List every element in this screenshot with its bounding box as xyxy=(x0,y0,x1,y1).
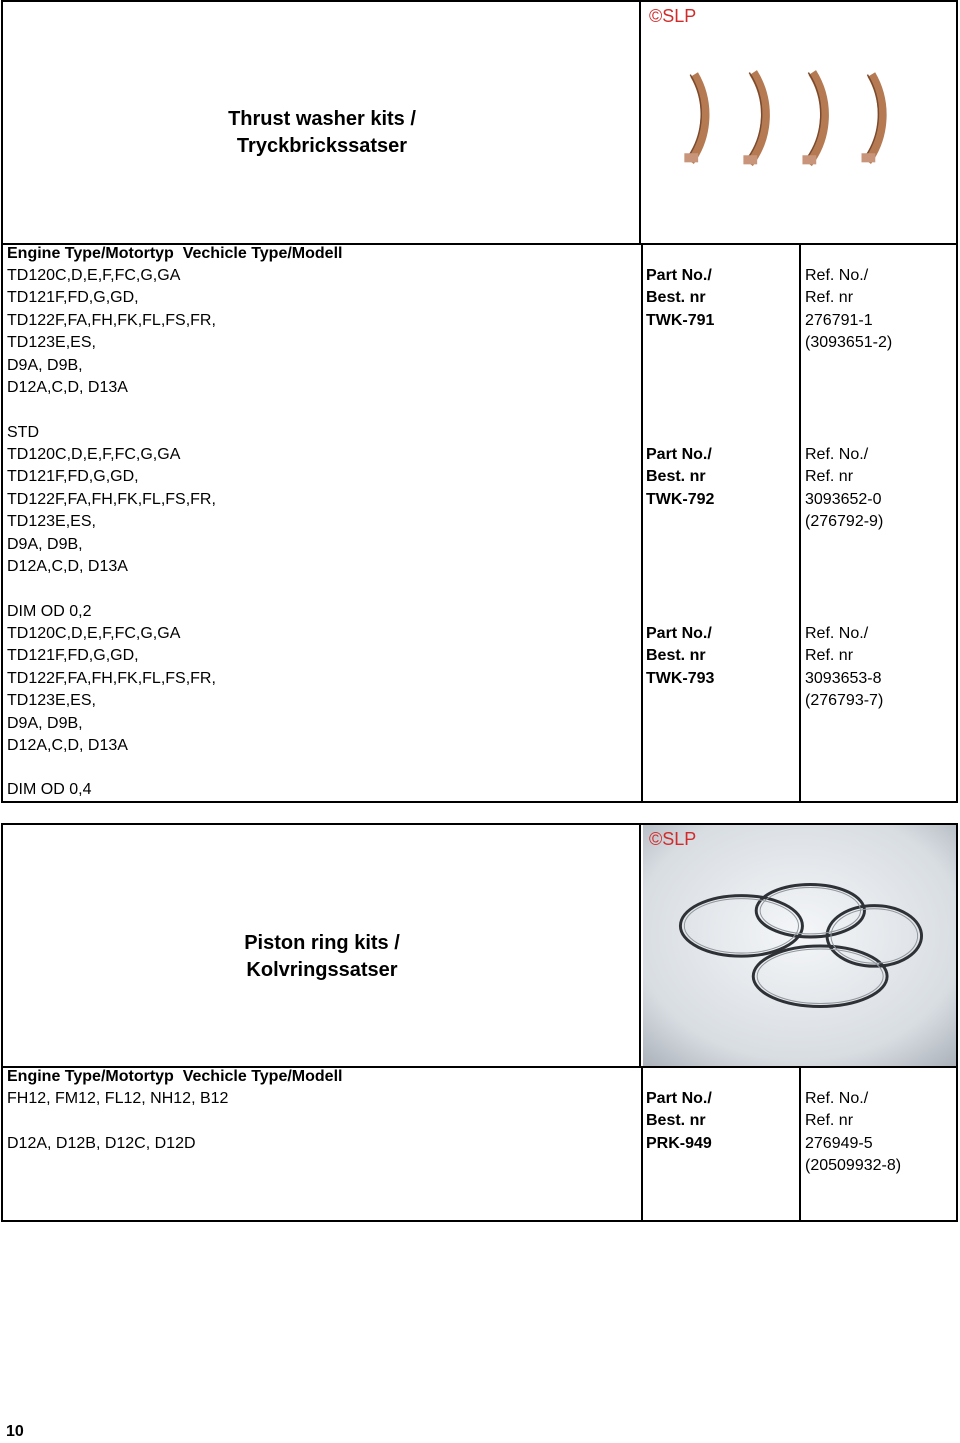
piston-ring-section xyxy=(1,823,958,1222)
ref-label: Ref. No./ xyxy=(805,625,869,642)
ref-number-alt: (3093651-2) xyxy=(805,334,893,352)
column-header: Engine Type/Motortyp Vechicle Type/Modell xyxy=(7,245,343,262)
engine-type: D12A,C,D, D13A xyxy=(7,558,128,576)
engine-type: TD121F,FD,G,GD, xyxy=(7,647,139,665)
copyright-mark: ©SLP xyxy=(649,829,697,849)
engine-type: FH12, FM12, FL12, NH12, B12 xyxy=(7,1090,229,1107)
part-number-cell xyxy=(646,265,714,332)
engine-list xyxy=(7,444,216,578)
engine-type: TD120C,D,E,F,FC,G,GA xyxy=(7,625,181,642)
ref-label: Ref. nr xyxy=(805,289,854,307)
page-number: 10 xyxy=(6,1423,24,1440)
thrust-washer-image xyxy=(643,2,956,243)
section-title-line2: Kolvringssatser xyxy=(246,959,398,981)
part-label: Part No./ xyxy=(646,625,712,642)
ref-number-alt: (20509932-8) xyxy=(805,1157,902,1175)
section-title-line1: Piston ring kits / xyxy=(244,932,400,954)
engine-type: D9A, D9B, xyxy=(7,714,83,732)
divider xyxy=(641,1066,643,1220)
engine-type: D9A, D9B, xyxy=(7,356,83,374)
ref-label: Ref. nr xyxy=(805,1112,854,1130)
engine-type: TD122F,FA,FH,FK,FL,FS,FR, xyxy=(7,311,216,329)
engine-type: TD123E,ES, xyxy=(7,334,96,352)
piston-ring-image xyxy=(643,825,956,1066)
engine-type: TD120C,D,E,F,FC,G,GA xyxy=(7,267,181,284)
part-number: TWK-793 xyxy=(646,669,715,687)
ref-label: Ref. No./ xyxy=(805,446,869,463)
variant-label: STD xyxy=(7,424,39,441)
thrust-washer-photo xyxy=(643,2,956,243)
ref-label: Ref. nr xyxy=(805,468,854,486)
engine-type xyxy=(7,1110,228,1132)
engine-type: TD120C,D,E,F,FC,G,GA xyxy=(7,446,181,463)
ref-number-cell xyxy=(805,623,883,713)
part-number: PRK-949 xyxy=(646,1134,712,1152)
column-header: Engine Type/Motortyp Vechicle Type/Modell xyxy=(7,1068,343,1085)
engine-type: TD121F,FD,G,GD, xyxy=(7,289,139,307)
part-label: Part No./ xyxy=(646,446,712,463)
section-header xyxy=(3,825,956,1068)
section-body xyxy=(3,243,956,801)
copyright-mark: ©SLP xyxy=(649,6,697,26)
engine-type: D12A,C,D, D13A xyxy=(7,737,128,755)
ref-number: 3093652-0 xyxy=(805,490,882,508)
part-label: Best. nr xyxy=(646,1112,706,1130)
section-body xyxy=(3,1066,956,1220)
section-title xyxy=(3,930,641,984)
engine-list xyxy=(7,265,216,399)
engine-type: TD123E,ES, xyxy=(7,513,96,531)
ref-number-alt: (276792-9) xyxy=(805,513,884,531)
piston-ring-photo xyxy=(643,825,956,1066)
title-cell xyxy=(3,2,641,243)
ref-label: Ref. No./ xyxy=(805,1090,869,1107)
engine-type: TD121F,FD,G,GD, xyxy=(7,468,139,486)
part-number-cell xyxy=(646,444,714,511)
divider xyxy=(799,1066,801,1220)
thrust-washer-section xyxy=(1,0,958,803)
title-cell xyxy=(3,825,641,1066)
section-title xyxy=(3,106,641,160)
ref-number-cell xyxy=(805,1088,901,1178)
divider xyxy=(641,243,643,801)
part-label: Best. nr xyxy=(646,289,706,307)
engine-list xyxy=(7,1088,228,1155)
part-number-cell xyxy=(646,623,714,690)
part-number: TWK-792 xyxy=(646,490,715,508)
ref-number-alt: (276793-7) xyxy=(805,692,884,710)
ref-number: 276949-5 xyxy=(805,1134,873,1152)
part-label: Part No./ xyxy=(646,1090,712,1107)
section-title-line2: Tryckbrickssatser xyxy=(236,135,408,157)
ref-number-cell xyxy=(805,444,883,534)
ref-label: Ref. No./ xyxy=(805,267,869,284)
ref-number-cell xyxy=(805,265,892,355)
engine-type: TD122F,FA,FH,FK,FL,FS,FR, xyxy=(7,490,216,508)
section-title-line1: Thrust washer kits / xyxy=(228,108,416,130)
divider xyxy=(799,243,801,801)
part-number: TWK-791 xyxy=(646,311,715,329)
ref-number: 3093653-8 xyxy=(805,669,882,687)
variant-label: DIM OD 0,2 xyxy=(7,603,92,620)
ref-number: 276791-1 xyxy=(805,311,873,329)
part-label: Best. nr xyxy=(646,468,706,486)
engine-type: D12A, D12B, D12C, D12D xyxy=(7,1134,196,1152)
part-number-cell xyxy=(646,1088,712,1155)
engine-type: D9A, D9B, xyxy=(7,535,83,553)
engine-type: D12A,C,D, D13A xyxy=(7,379,128,397)
part-label: Best. nr xyxy=(646,647,706,665)
engine-type: TD122F,FA,FH,FK,FL,FS,FR, xyxy=(7,669,216,687)
variant-label: DIM OD 0,4 xyxy=(7,781,92,798)
engine-list xyxy=(7,623,216,757)
ref-label: Ref. nr xyxy=(805,647,854,665)
part-label: Part No./ xyxy=(646,267,712,284)
section-header xyxy=(3,2,956,245)
engine-type: TD123E,ES, xyxy=(7,692,96,710)
